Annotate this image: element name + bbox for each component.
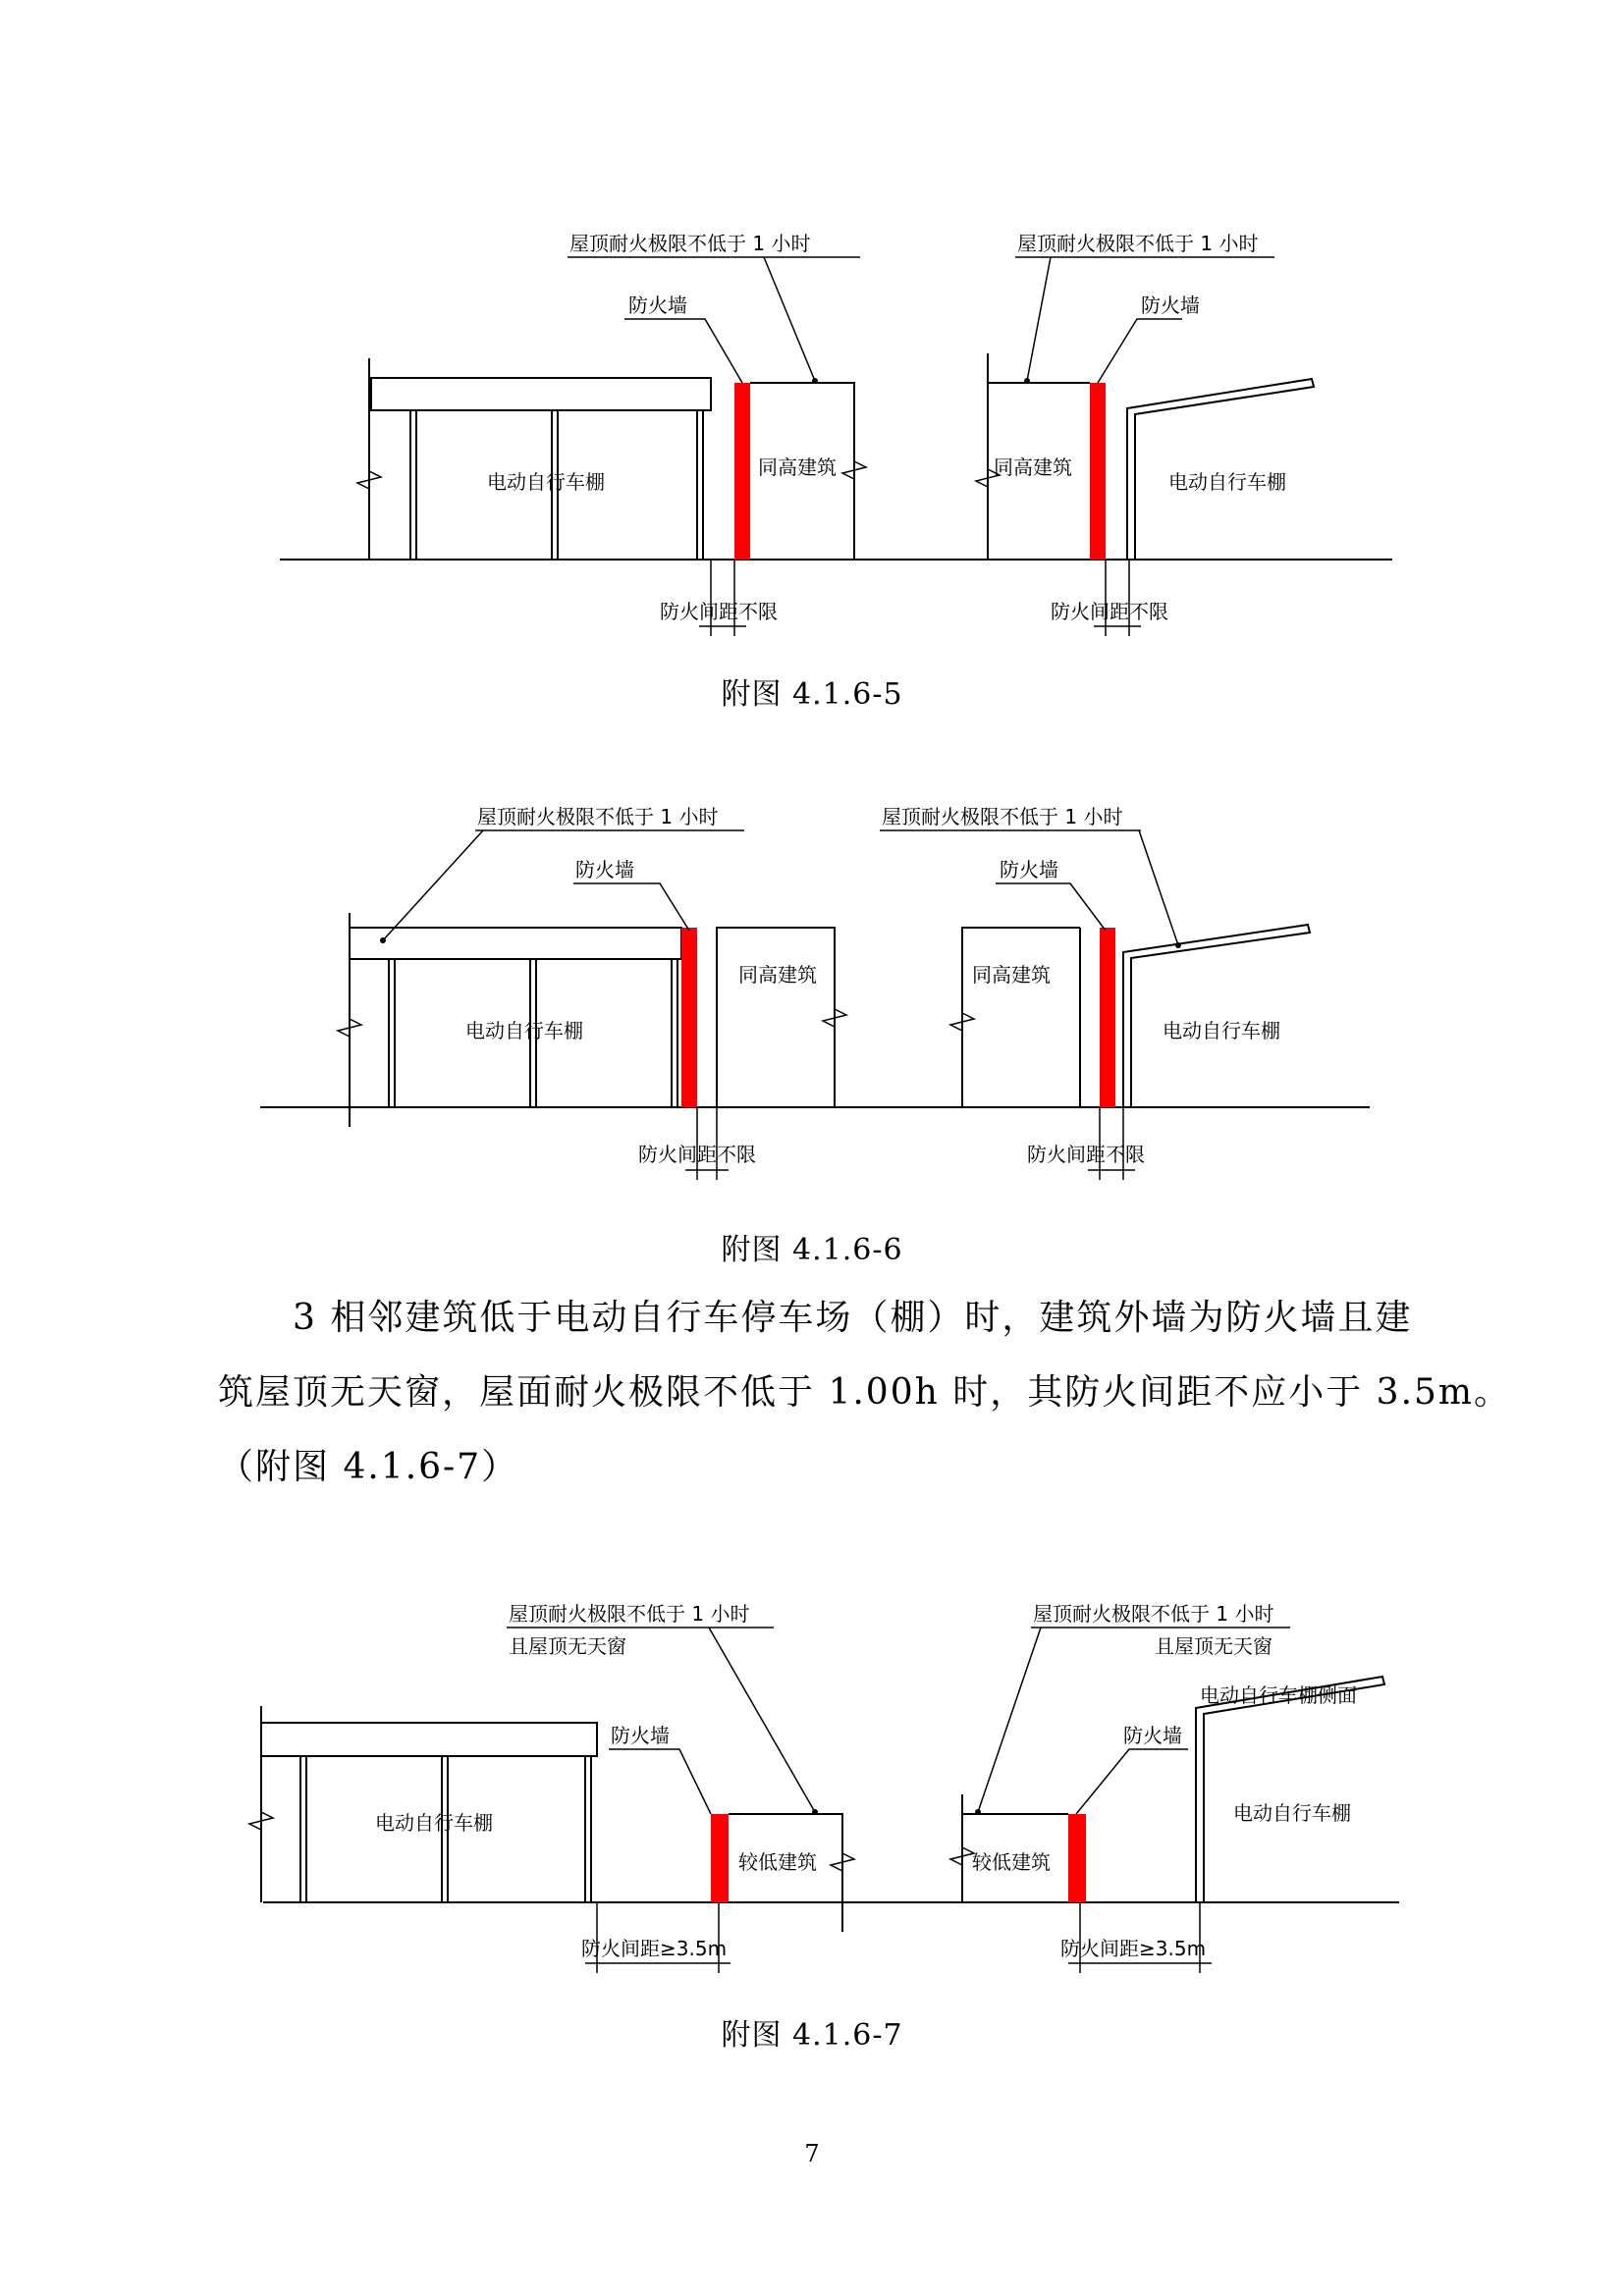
label-roof-note-right-6: 屋顶耐火极限不低于 1 小时 — [882, 805, 1123, 828]
figure-4-1-6-6 — [0, 795, 1624, 1207]
paragraph-line-1: 3 相邻建筑低于电动自行车停车场（棚）时，建筑外墙为防火墙且建 — [293, 1298, 1413, 1338]
figure-4-1-6-5 — [0, 216, 1624, 658]
figure-4-1-6-7 — [0, 1590, 1624, 1993]
label-building-left: 同高建筑 — [758, 455, 837, 479]
firewall-left — [734, 383, 750, 560]
label-firewall-left-7: 防火墙 — [611, 1724, 670, 1747]
paragraph-line-2: 筑屋顶无天窗，屋面耐火极限不低于 1.00h 时，其防火间距不应小于 3.5m。 — [218, 1372, 1512, 1413]
label-shed-right: 电动自行车棚 — [1168, 470, 1286, 494]
label-spacing-left-7: 防火间距≥3.5m — [581, 1937, 728, 1960]
label-roof-note-left-6: 屋顶耐火极限不低于 1 小时 — [477, 805, 719, 828]
label-firewall-right: 防火墙 — [1141, 294, 1200, 317]
label-roof-note-right: 屋顶耐火极限不低于 1 小时 — [1017, 232, 1259, 255]
label-shed-left-7: 电动自行车棚 — [375, 1811, 493, 1835]
page-number: 7 — [804, 2140, 820, 2167]
label-roof-note2-left-7: 且屋顶无天窗 — [509, 1634, 626, 1658]
label-shed-right-7: 电动自行车棚 — [1233, 1801, 1351, 1825]
paragraph-line-3: （附图 4.1.6-7） — [218, 1447, 519, 1487]
label-firewall-right-6: 防火墙 — [1000, 858, 1058, 881]
firewall-right — [1090, 383, 1106, 560]
left-shed-drawing — [357, 358, 711, 560]
label-shed-side-right-7: 电动自行车棚侧面 — [1200, 1683, 1357, 1707]
label-building-left-7: 较低建筑 — [738, 1850, 817, 1874]
label-spacing-right-6: 防火间距不限 — [1027, 1143, 1145, 1166]
label-firewall-left: 防火墙 — [628, 294, 687, 317]
caption-figure-6: 附图 4.1.6-6 — [721, 1233, 903, 1267]
firewall-right-7 — [1068, 1814, 1086, 1902]
label-roof-note-left: 屋顶耐火极限不低于 1 小时 — [569, 232, 811, 255]
label-spacing-right-7: 防火间距≥3.5m — [1060, 1937, 1207, 1960]
firewall-left-7 — [711, 1814, 729, 1902]
caption-figure-5: 附图 4.1.6-5 — [721, 677, 903, 712]
label-roof-note-left-7: 屋顶耐火极限不低于 1 小时 — [509, 1602, 750, 1626]
label-shed-left: 电动自行车棚 — [487, 470, 605, 494]
label-roof-note-right-7: 屋顶耐火极限不低于 1 小时 — [1033, 1602, 1274, 1626]
firewall-left-6 — [681, 928, 697, 1107]
firewall-right-6 — [1100, 928, 1115, 1107]
caption-figure-7: 附图 4.1.6-7 — [721, 2018, 903, 2053]
label-firewall-left-6: 防火墙 — [575, 858, 634, 881]
label-spacing-right: 防火间距不限 — [1051, 600, 1168, 623]
label-roof-note2-right-7: 且屋顶无天窗 — [1155, 1634, 1272, 1658]
label-building-right-6: 同高建筑 — [972, 963, 1051, 987]
label-building-right-7: 较低建筑 — [972, 1850, 1051, 1874]
label-building-right: 同高建筑 — [994, 455, 1072, 479]
label-shed-right-6: 电动自行车棚 — [1163, 1019, 1280, 1042]
label-building-left-6: 同高建筑 — [738, 963, 817, 987]
label-firewall-right-7: 防火墙 — [1123, 1724, 1182, 1747]
label-shed-left-6: 电动自行车棚 — [465, 1019, 583, 1042]
label-spacing-left: 防火间距不限 — [660, 600, 778, 623]
label-spacing-left-6: 防火间距不限 — [638, 1143, 756, 1166]
